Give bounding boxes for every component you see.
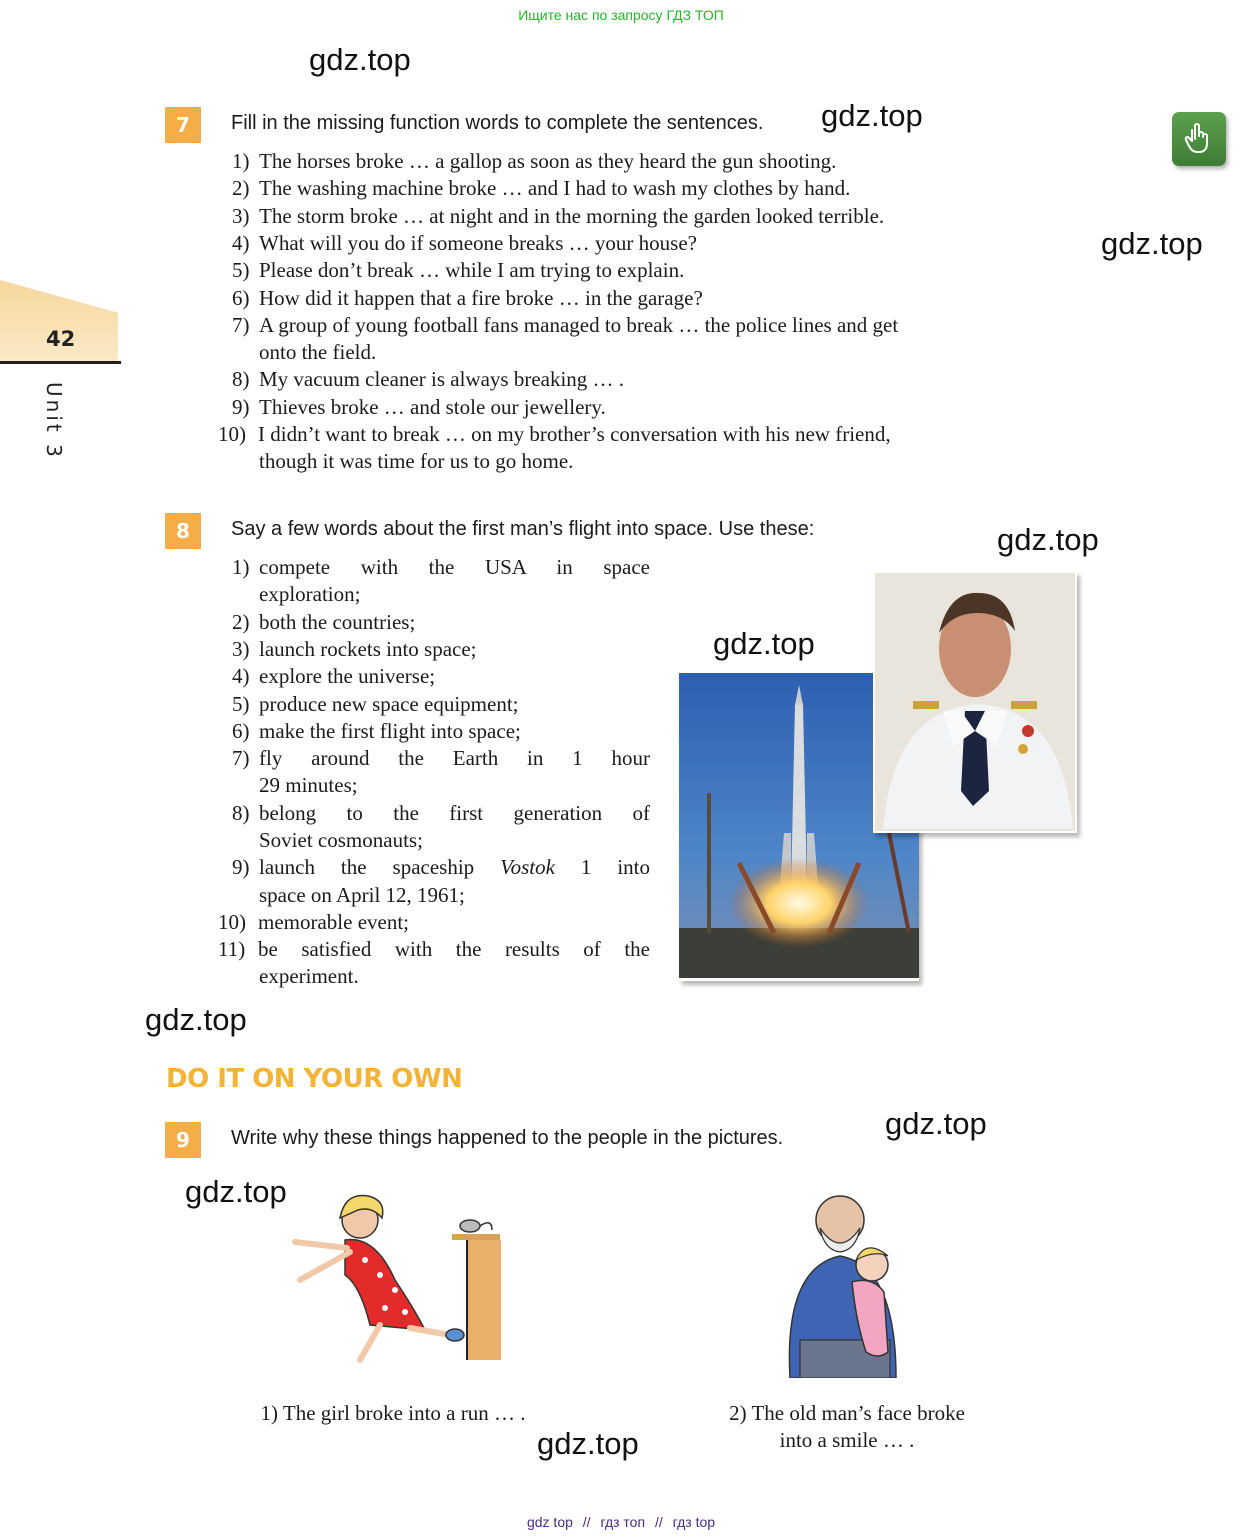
item-number: 8) [232, 800, 250, 825]
hand-pointer-icon [1184, 122, 1214, 156]
exercise-9-instruction: Write why these things happened to the people in the pictures. [231, 1127, 784, 1149]
exercise-9-number: 9 [165, 1122, 201, 1158]
footer-separator: // [582, 1514, 591, 1530]
item-number: 11) [218, 937, 246, 962]
item-text: The horses broke … a gallop as soon as they heard the gun shooting. [259, 149, 837, 173]
watermark: gdz.top [713, 626, 815, 661]
watermark: gdz.top [145, 1002, 247, 1037]
interactive-button[interactable] [1172, 112, 1226, 166]
watermark: gdz.top [997, 522, 1099, 557]
item-text: make the first flight into space; [259, 718, 521, 743]
item-text: launch rockets into space; [259, 636, 477, 661]
item-text: The washing machine broke … and I had to wash my clothes by hand. [259, 176, 851, 201]
page-number: 42 [46, 327, 76, 351]
item-text: compete with the USA in space [259, 555, 650, 579]
item-number: 1) [232, 555, 250, 579]
footer-link[interactable]: гдз top [672, 1514, 716, 1530]
exercise-7-number: 7 [165, 107, 201, 143]
item-text: The storm broke … at night and in the morning the garden looked terrible. [259, 203, 885, 228]
cosmonaut-portrait-photo [873, 571, 1077, 833]
item-number: 3) [232, 636, 250, 661]
item-number: 5) [232, 691, 250, 716]
unit-divider [0, 361, 121, 364]
watermark: gdz.top [885, 1106, 987, 1141]
item-number: 8) [232, 367, 250, 392]
footer-links [0, 1514, 1242, 1530]
footer-separator: // [654, 1514, 663, 1530]
caption-2-line: 2) The old man’s face broke [729, 1401, 965, 1425]
item-text: exploration; [259, 582, 361, 607]
item-text: Thieves broke … and stole our jewellery. [259, 394, 606, 419]
watermark: gdz.top [537, 1426, 639, 1461]
item-number: 10) [218, 909, 246, 934]
item-text: 29 minutes; [259, 773, 358, 798]
item-text: How did it happen that a fire broke … in the garage? [259, 285, 703, 310]
unit-label: Unit 3 [42, 382, 66, 460]
item-text: Please don’t break … while I am trying to explain. [259, 258, 685, 283]
item-text: What will you do if someone breaks … your house? [259, 230, 697, 255]
item-number: 6) [232, 285, 250, 310]
item-text: fly around the Earth in 1 hour [259, 746, 650, 771]
watermark: gdz.top [1101, 226, 1203, 261]
watermark: gdz.top [309, 42, 411, 77]
watermark: gdz.top [821, 98, 923, 133]
item-number: 9) [232, 394, 250, 419]
item-text: I didn’t want to break … on my brother’s conversation with his new friend, [258, 422, 891, 446]
footer-link[interactable]: гдз топ [600, 1514, 646, 1530]
item-text: though it was time for us to go home. [259, 449, 574, 474]
exercise-7-instruction: Fill in the missing function words to complete the sentences. [231, 112, 764, 134]
section-heading: DO IT ON YOUR OWN [166, 1064, 463, 1094]
spaceship-name: Vostok [500, 855, 555, 880]
exercise-8-number: 8 [165, 513, 201, 549]
item-number: 7) [232, 312, 250, 337]
item-text: My vacuum cleaner is always breaking … . [259, 367, 625, 392]
top-banner[interactable]: Ищите нас по запросу ГДЗ ТОП [518, 7, 724, 23]
item-text: memorable event; [258, 909, 410, 934]
old-man-with-child-illustration [780, 1190, 910, 1378]
item-number: 5) [232, 258, 250, 283]
caption-1 [226, 1400, 560, 1427]
item-text: produce new space equipment; [259, 691, 519, 716]
item-number: 2) [232, 609, 250, 634]
item-text: A group of young football fans managed to break … the police lines and get [259, 312, 899, 337]
girl-running-illustration [285, 1190, 510, 1365]
item-text: be satisfied with the results of the [258, 937, 650, 962]
exercise-8-instruction: Say a few words about the first man’s flight into space. Use these: [231, 518, 815, 540]
item-text: explore the universe; [259, 664, 436, 689]
item-text: space on April 12, 1961; [259, 882, 465, 907]
item-text: onto the field. [259, 340, 377, 365]
item-number: 9) [232, 855, 250, 880]
item-number: 4) [232, 664, 250, 689]
item-text: launch the spaceship Vostok 1 into [259, 855, 650, 880]
item-text: Soviet cosmonauts; [259, 827, 423, 852]
caption-2 [694, 1400, 1000, 1454]
item-number: 10) [218, 422, 246, 446]
caption-2-line: into a smile … . [779, 1428, 915, 1452]
item-number: 3) [232, 203, 250, 228]
item-number: 7) [232, 746, 250, 771]
item-number: 4) [232, 230, 250, 255]
footer-link[interactable]: gdz top [526, 1514, 573, 1530]
item-text: both the countries; [259, 609, 416, 634]
item-text: belong to the first generation of [259, 800, 650, 825]
watermark: gdz.top [185, 1174, 287, 1209]
item-number: 1) [232, 149, 250, 173]
item-number: 2) [232, 176, 250, 201]
caption-1-line: 1) The girl broke into a run … . [260, 1401, 526, 1425]
item-number: 6) [232, 718, 250, 743]
item-text: experiment. [259, 964, 359, 989]
